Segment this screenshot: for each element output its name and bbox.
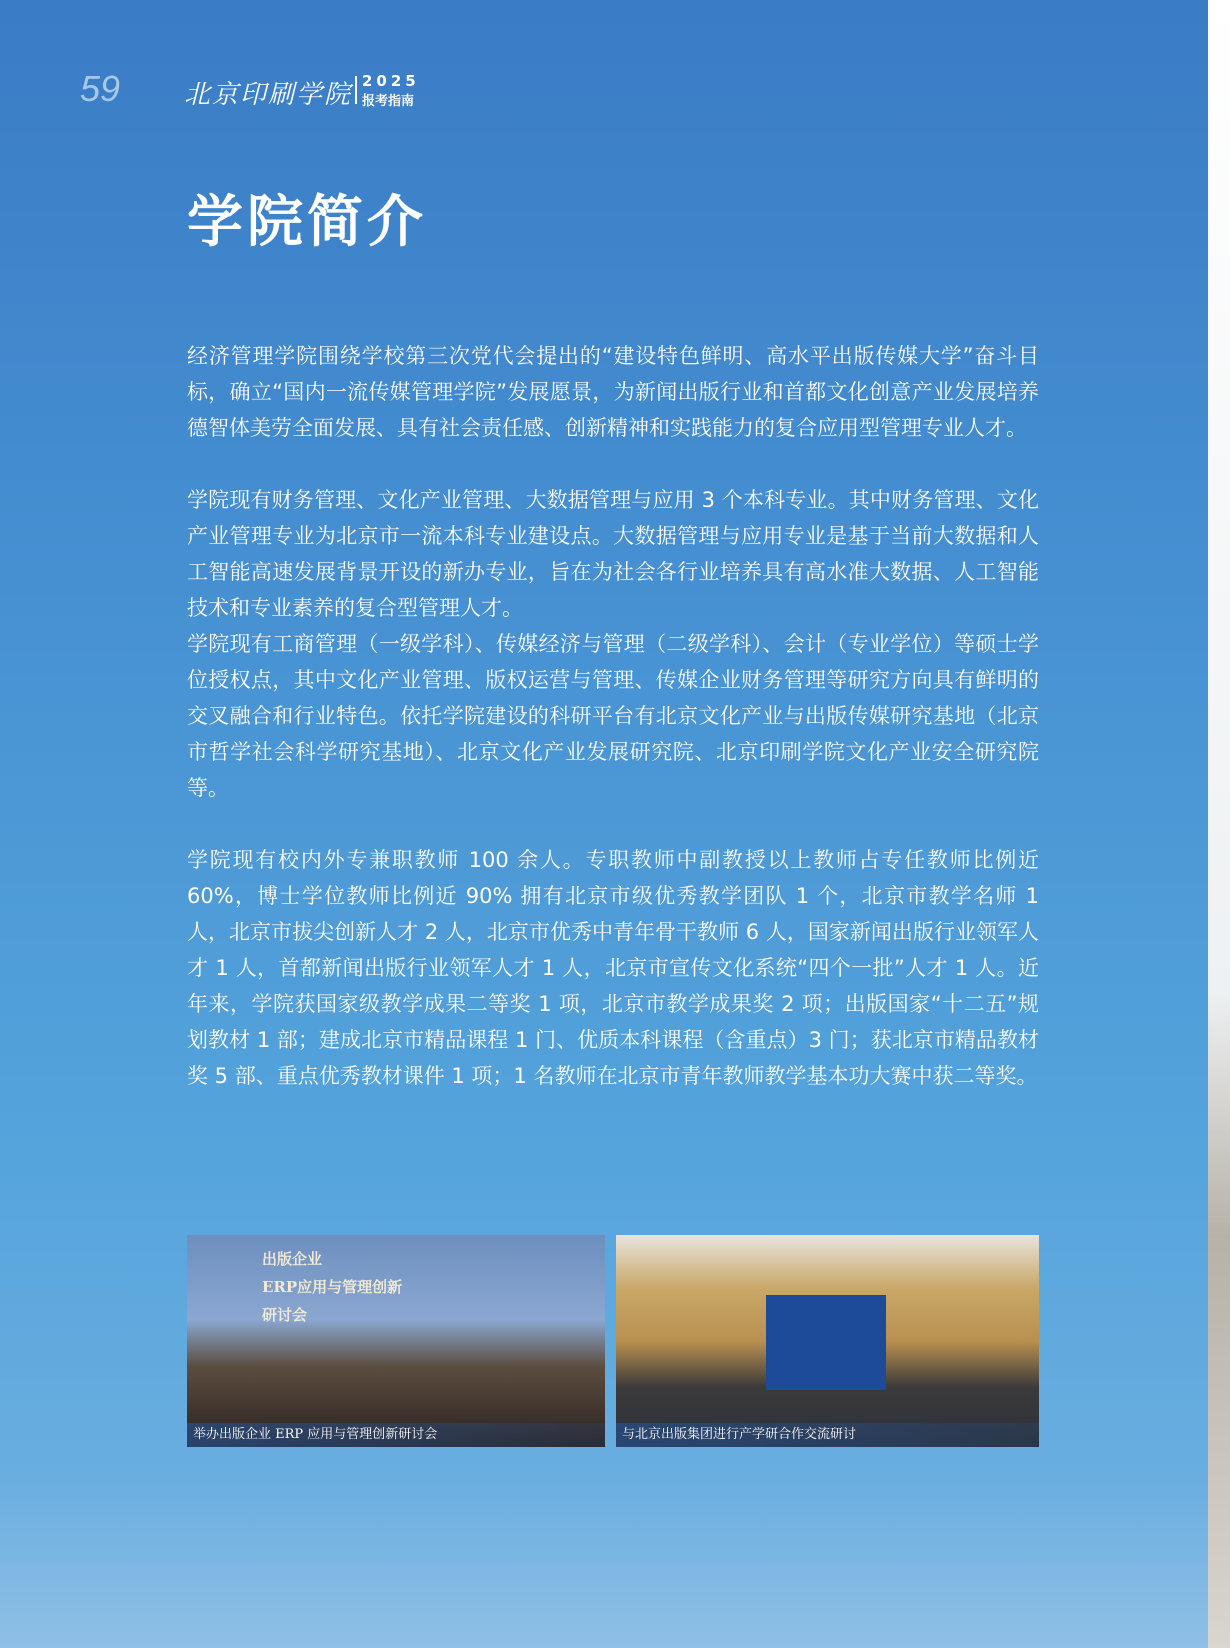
slide-line: 研讨会 xyxy=(262,1306,308,1324)
photo-caption: 举办出版企业 ERP 应用与管理创新研讨会 xyxy=(187,1423,605,1447)
photo-caption: 与北京出版集团进行产学研合作交流研讨 xyxy=(616,1423,1039,1447)
slide-line: 出版企业 xyxy=(262,1250,323,1268)
paragraph: 学院现有财务管理、文化产业管理、大数据管理与应用 3 个本科专业。其中财务管理、文化产业管理专业为北京市一流本科专业建设点。大数据管理与应用专业是基于当前大数据和人工智能高速发展背景开设的新办专业，旨在为社会各行业培养具有高水准大数据、人工智能技术和专业素养的复合型管理人才。 xyxy=(187,488,1039,620)
page-title: 学院简介 xyxy=(187,190,427,255)
guide-label: 报考指南 xyxy=(362,94,415,109)
paragraph: 学院现有工商管理（一级学科）、传媒经济与管理（二级学科）、会计（专业学位）等硕士学位授权点，其中文化产业管理、版权运营与管理、传媒企业财务管理等研究方向具有鲜明的交叉融合和行业特色。依托学院建设的科研平台有北京文化产业与出版传媒研究基地（北京市哲学社会科学研究基地）、北京文化产业发展研究院、北京印刷学院文化产业安全研究院等。 xyxy=(187,632,1039,800)
photo-meeting xyxy=(616,1235,1039,1447)
projector-screen xyxy=(766,1295,886,1390)
slide-text xyxy=(262,1245,402,1329)
school-logo: 北京印刷学院 xyxy=(184,80,353,110)
photo-erp-seminar xyxy=(187,1235,605,1447)
paragraph: 经济管理学院围绕学校第三次党代会提出的“建设特色鲜明、高水平出版传媒大学”奋斗目标，确立“国内一流传媒管理学院”发展愿景，为新闻出版行业和首都文化创意产业发展培养德智体美劳全面发展、具有社会责任感、创新精神和实践能力的复合应用型管理专业人才。 xyxy=(187,344,1039,440)
intro-text xyxy=(187,338,1039,1094)
logo-divider xyxy=(355,76,357,104)
next-page-edge xyxy=(1208,0,1230,1648)
slide-line: ERP应用与管理创新 xyxy=(262,1278,403,1296)
page-number: 59 xyxy=(80,68,121,109)
guide-year: 2025 xyxy=(362,72,420,90)
paragraph: 学院现有校内外专兼职教师 100 余人。专职教师中副教授以上教师占专任教师比例近 60%，博士学位教师比例近 90% 拥有北京市级优秀教学团队 1 个，北京市教学名师 1 人，北京市拔尖创新人才 2 人，北京市优秀中青年骨干教师 6 人，国家新闻出版行业领军人才 1 人，首都新闻出版行业领军人才 1 人，北京市宣传文化系统“四个一批”人才 1 人。近年来，学院获国家级教学成果二等奖 1 项，北京市教学成果奖 2 项；出版国家“十二五”规划教材 1 部；建成北京市精品课程 1 门、优质本科课程（含重点）3 门；获北京市精品教材奖 5 部、重点优秀教材课件 1 项；1 名教师在北京市青年教师教学基本功大赛中获二等奖。 xyxy=(187,848,1039,1088)
